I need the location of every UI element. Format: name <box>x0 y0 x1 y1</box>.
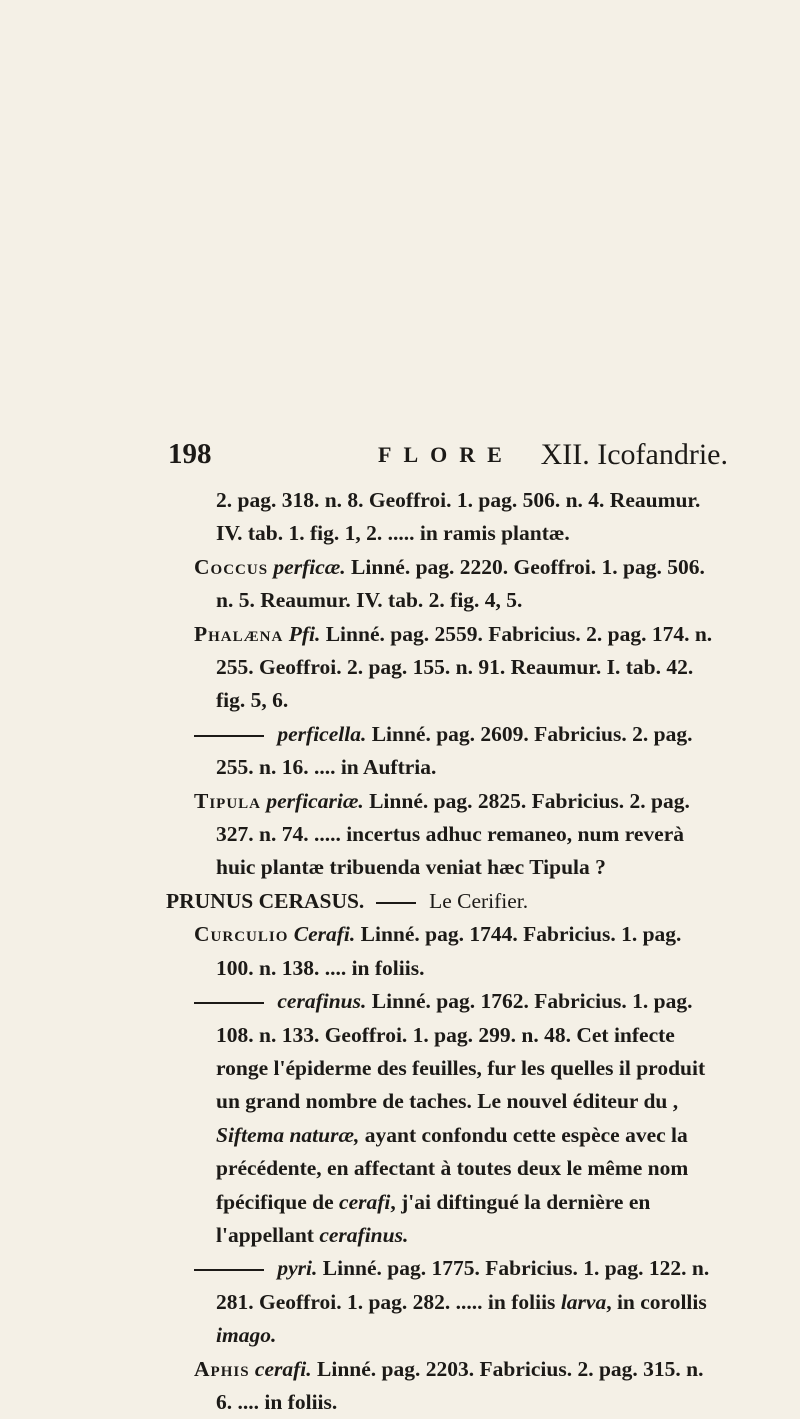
ditto-dash <box>194 1269 264 1271</box>
entry-pyri: pyri. Linné. pag. 1775. Fabricius. 1. pag. 122. n. 281. Geoffroi. 1. pag. 282. ..... in foliis larva, in corollis imago. <box>194 1252 724 1352</box>
entry-aphis: Aphis cerafi. Linné. pag. 2203. Fabricius. 2. pag. 315. n. 6. .... in foliis. <box>194 1356 704 1414</box>
page-number: 198 <box>168 438 212 470</box>
entry-curculio: Curculio Cerafi. Linné. pag. 1744. Fabricius. 1. pag. 100. n. 138. .... in foliis. <box>194 922 682 980</box>
heading-dash <box>376 902 416 904</box>
ditto-dash <box>194 1002 264 1004</box>
entry-coccus: Coccus perficæ. Linné. pag. 2220. Geoffroi. 1. pag. 506. n. 5. Reaumur. IV. tab. 2. fig. 4, 5. <box>194 554 705 613</box>
page-body <box>166 484 724 1419</box>
entry-continuation: 2. pag. 318. n. 8. Geoffroi. 1. pag. 506. n. 4. Reaumur. IV. tab. 1. fig. 1, 2. ..... in ramis plantæ. <box>216 488 701 546</box>
entry-perficella: perficella. Linné. pag. 2609. Fabricius. 2. pag. 255. n. 16. .... in Auftria. <box>194 718 724 785</box>
entry-tipula: Tipula perficariæ. Linné. pag. 2825. Fabricius. 2. pag. 327. n. 74. ..... incertus adhuc remaneo, num reverà huic plantæ tribuenda veniat hæc Tipula ? <box>194 788 690 880</box>
running-title: FLORE <box>378 442 514 467</box>
running-header <box>168 438 728 478</box>
entry-phalaena: Phalæna Pfi. Linné. pag. 2559. Fabricius. 2. pag. 174. n. 255. Geoffroi. 2. pag. 155. n. 91. Reaumur. I. tab. 42. fig. 5, 6. <box>194 621 713 713</box>
section-title: XII. Icofandrie. <box>540 438 728 471</box>
plant-heading: PRUNUS CERASUS. Le Cerifier. <box>166 888 529 913</box>
ditto-dash <box>194 735 264 737</box>
entry-cerafinus: cerafinus. Linné. pag. 1762. Fabricius. 1. pag. 108. n. 133. Geoffroi. 1. pag. 299. n. 48. Cet infecte ronge l'épiderme des feuilles, fur les quelles il produit un grand nombre de taches. Le nouvel éditeur du , Siftema naturæ, ayant confondu cette espèce avec la précédente, en affectant à toutes deux le même nom fpécifique de cerafi, j'ai diftingué la dernière en l'appellant cerafinus. <box>194 985 724 1252</box>
